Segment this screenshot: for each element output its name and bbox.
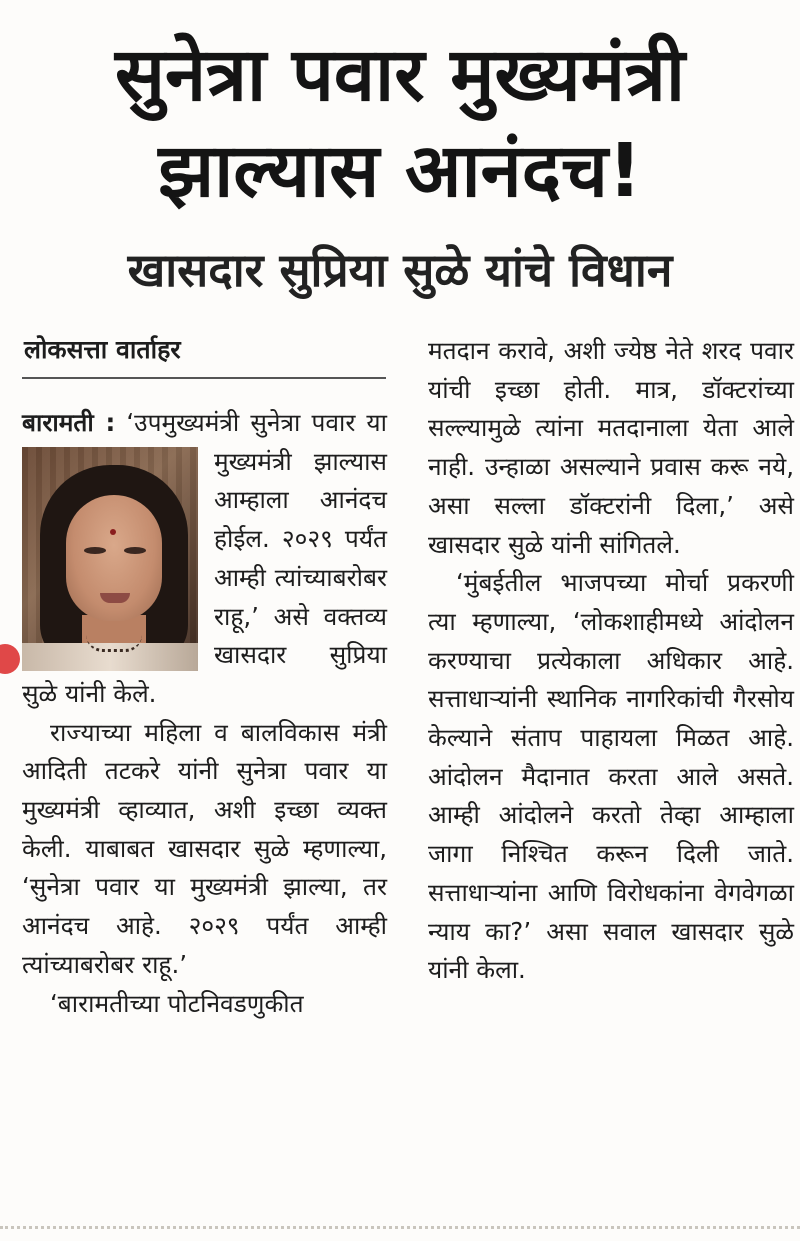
bottom-dotted-border — [0, 1226, 800, 1229]
lead-text-continued: आम्हाला आनंदच होईल. २०२९ पर्यंत आम्ही त्यांच्याबरोबर राहू,’ असे वक्तव्य खासदार सुप्रिया सुळे यांनी केले. — [22, 485, 387, 708]
paragraph-lead — [22, 404, 387, 714]
headline-line-1: सुनेत्रा पवार मुख्यमंत्री — [115, 32, 685, 118]
paragraph-right-1: मतदान करावे, अशी ज्येष्ठ नेते शरद पवार यांची इच्छा होती. मात्र, डॉक्टरांच्या सल्ल्यामुळे त्यांना मतदानाला येता आले नाही. उन्हाळा असल्याने प्रवास करू नये, असा सल्ला डॉक्टरांनी दिला,’ असे खासदार सुळे यांनी सांगितले. — [428, 336, 794, 559]
headline-line-2: झाल्यास आनंदच! — [158, 128, 642, 214]
lead-text: ‘उपमुख्यमंत्री सुनेत्रा पवार या मुख्यमंत्री झाल्यास — [126, 408, 387, 476]
paragraph-3: ‘बारामतीच्या पोटनिवडणुकीत — [50, 988, 304, 1018]
supriya-sule-photo — [22, 447, 198, 671]
paragraph-right-2: ‘मुंबईतील भाजपच्या मोर्चा प्रकरणी त्या म्हणाल्या, ‘लोकशाहीमध्ये आंदोलन करण्याचा प्रत्येकाला अधिकार आहे. सत्ताधाऱ्यांनी स्थानिक नागरिकांची गैरसोय केल्याने संताप पाहायला मिळत आहे. आंदोलन मैदानात करता आले असते. आम्ही आंदोलने करतो तेव्हा आम्हाला जागा निश्चित करून दिली जाते. सत्ताधाऱ्यांना आणि विरोधकांना वेगवेगळा न्याय का?’ असा सवाल खासदार सुळे यांनी केला. — [428, 568, 794, 985]
byline: लोकसत्ता वार्ताहर — [24, 335, 181, 364]
paragraph-2: राज्याच्या महिला व बालविकास मंत्री आदिती तटकरे यांनी सुनेत्रा पवार या मुख्यमंत्री व्हाव्यात, अशी इच्छा व्यक्त केली. याबाबत खासदार सुळे म्हणाल्या, ‘सुनेत्रा पवार या मुख्यमंत्री झाल्या, तर आनंदच आहे. २०२९ पर्यंत आम्ही त्यांच्याबरोबर राहू.’ — [22, 717, 387, 979]
red-marker-dot — [0, 644, 20, 674]
article-column-right — [428, 332, 794, 990]
byline-divider — [22, 377, 386, 379]
dateline: बारामती : — [22, 408, 116, 437]
article-column-left — [22, 404, 387, 1023]
subheadline: खासदार सुप्रिया सुळे यांचे विधान — [127, 243, 673, 297]
